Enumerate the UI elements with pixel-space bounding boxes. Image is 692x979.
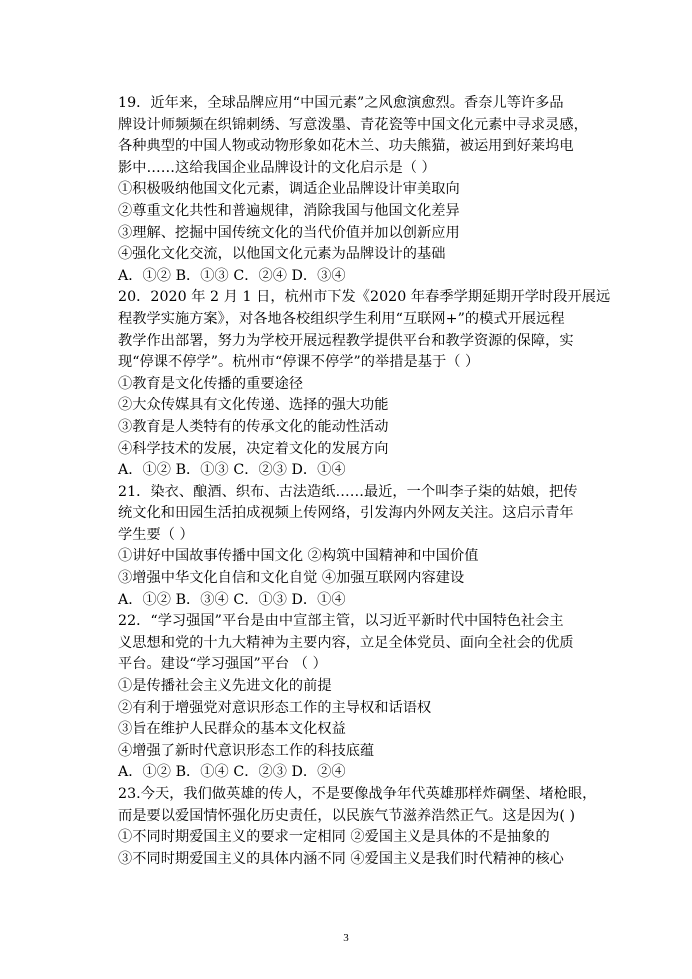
question-text-line: 现“停课不停学”。杭州市“停课不停学”的举措是基于（ ） [118,354,480,371]
statement-option: ④增强了新时代意识形态工作的科技底蕴 [118,742,375,759]
question-text-line: 平台。建设“学习强国”平台 （ ） [118,656,327,673]
statement-option: ①讲好中国故事传播中国文化 ②构筑中国精神和中国价值 [118,548,479,565]
question-23 [118,784,597,870]
statement-option: ③教育是人类特有的传承文化的能动性活动 [118,418,389,435]
question-text-line: 而是要以爱国情怀强化历史责任，以民族气节滋养浩然正气。这是因为( ) [118,807,576,824]
statement-option: ③理解、挖掘中国传统文化的当代价值并加以创新应用 [118,224,460,241]
statement-option: ②尊重文化共性和普遍规律，消除我国与他国文化差异 [118,202,460,219]
question-22 [118,611,580,784]
question-text-line: 学生要（ ） [118,526,194,543]
question-20 [118,287,611,481]
question-text-line: 义思想和党的十九大精神为主要内容，立足全体党员、面向全社会的优质 [118,634,574,651]
question-text-line: 23.今天，我们做英雄的传人，不是要像战争年代英雄那样炸碉堡、堵枪眼， [118,786,597,802]
question-text-line: 各种典型的中国人物或动物形象如花木兰、功夫熊猫，被运用到好莱坞电 [118,138,574,155]
statement-option: ①积极吸纳他国文化元素，调适企业品牌设计审美取向 [118,181,460,198]
answer-choices: A．①② B．①③ C．②④ D．③④ [118,267,346,284]
statement-option: ②有利于增强党对意识形态工作的主导权和话语权 [118,699,432,716]
page-number: 3 [343,932,349,944]
page-content [118,93,611,870]
answer-choices: A．①② B．①③ C．②③ D．①④ [118,462,346,479]
question-21 [118,482,580,612]
question-text-line: 22．“学习强国”平台是由中宣部主管，以习近平新时代中国特色社会主 [118,613,564,630]
statement-option: ④强化文化交流，以他国文化元素为品牌设计的基础 [118,246,446,263]
statement-option: ③不同时期爱国主义的具体内涵不同 ④爱国主义是我们时代精神的核心 [118,850,564,867]
statement-option: ④科学技术的发展，决定着文化的发展方向 [118,440,389,457]
question-text-line: 影中……这给我国企业品牌设计的文化启示是（ ） [118,159,436,176]
statement-option: ②大众传媒具有文化传递、选择的强大功能 [118,397,389,414]
statement-option: ③旨在维护人民群众的基本文化权益 [118,721,346,738]
statement-option: ①不同时期爱国主义的要求一定相同 ②爱国主义是具体的不是抽象的 [118,829,550,846]
question-text-line: 21．染衣、酿酒、织布、古法造纸……最近，一个叫李子柒的姑娘，把传 [118,483,578,500]
question-19 [118,93,588,287]
statement-option: ①是传播社会主义先进文化的前提 [118,678,332,695]
answer-choices: A．①② B．③④ C．①③ D．①④ [118,591,346,608]
answer-choices: A．①② B．①④ C．②③ D．②④ [118,764,346,781]
question-text-line: 教学作出部署，努力为学校开展远程教学提供平台和教学资源的保障，实 [118,332,574,349]
question-text-line: 程教学实施方案》，对各地各校组织学生利用“互联网+”的模式开展远程 [118,310,565,327]
question-text-line: 统文化和田园生活拍成视频上传网络，引发海内外网友关注。这启示青年 [118,505,574,522]
question-text-line: 20．2020 年 2 月 1 日，杭州市下发《2020 年春季学期延期开学时段开展远 [118,289,611,306]
question-text-line: 19．近年来，全球品牌应用“中国元素”之风愈演愈烈。香奈儿等许多品 [118,95,564,111]
question-text-line: 牌设计师频频在织锦刺绣、写意泼墨、青花瓷等中国文化元素中寻求灵感， [118,116,588,133]
statement-option: ①教育是文化传播的重要途径 [118,375,304,392]
statement-option: ③增强中华文化自信和文化自觉 ④加强互联网内容建设 [118,570,465,587]
